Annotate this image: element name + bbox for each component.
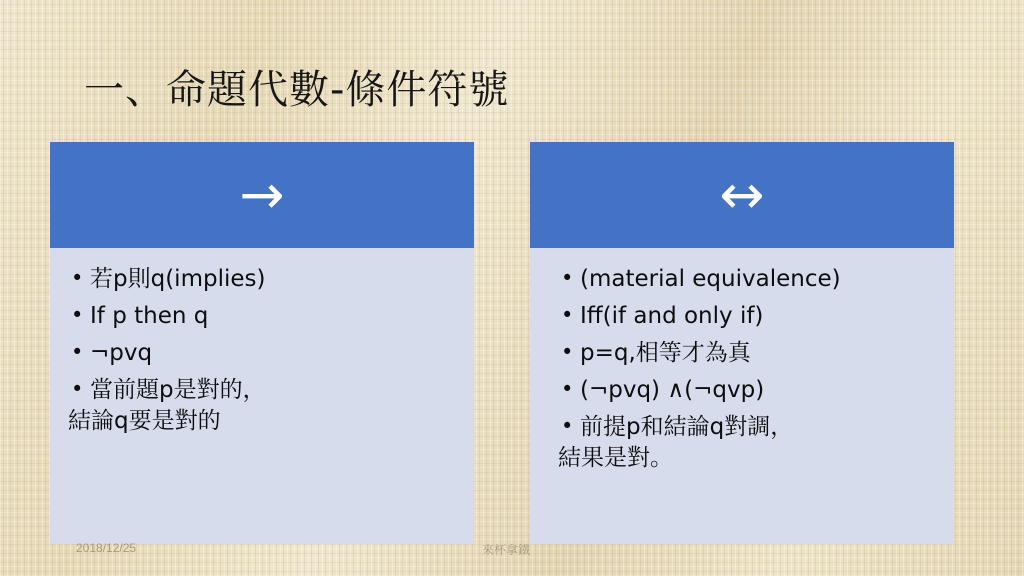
card-body-biconditional [530,248,954,544]
list-item: • Iff(if and only if) [558,301,936,332]
biconditional-arrow-icon: ↔ [719,163,765,226]
card-header-implication [50,142,474,248]
footer-center-text: 來杯拿鐵 [482,543,531,557]
card-body-implication [50,248,474,544]
concept-card-implication [50,142,474,544]
list-item-text: 當前題p是對的， [90,377,266,404]
list-item [68,375,456,437]
card-header-biconditional [530,142,954,248]
footer-date: 2018/12/25 [76,541,137,555]
list-item: • ¬pvq [68,338,456,369]
page-title: 一、命題代數-條件符號 [84,67,510,113]
list-item: • 若p則q(implies) [68,264,456,295]
list-item-text-continued: 結論q要是對的 [68,408,221,435]
bullet-list-biconditional [558,264,936,474]
list-item: • If p then q [68,301,456,332]
list-item-text: 前提p和結論q對調， [580,414,794,441]
list-item: • (¬pvq) ∧(¬qvp) [558,375,936,406]
bullet-list-implication [68,264,456,437]
concept-card-biconditional [530,142,954,544]
list-item [558,412,936,474]
implication-arrow-icon: → [239,163,285,226]
list-item-text-continued: 結果是對。 [558,445,673,472]
list-item: • p=q,相等才為真 [558,338,936,369]
list-item: • (material equivalence) [558,264,936,295]
